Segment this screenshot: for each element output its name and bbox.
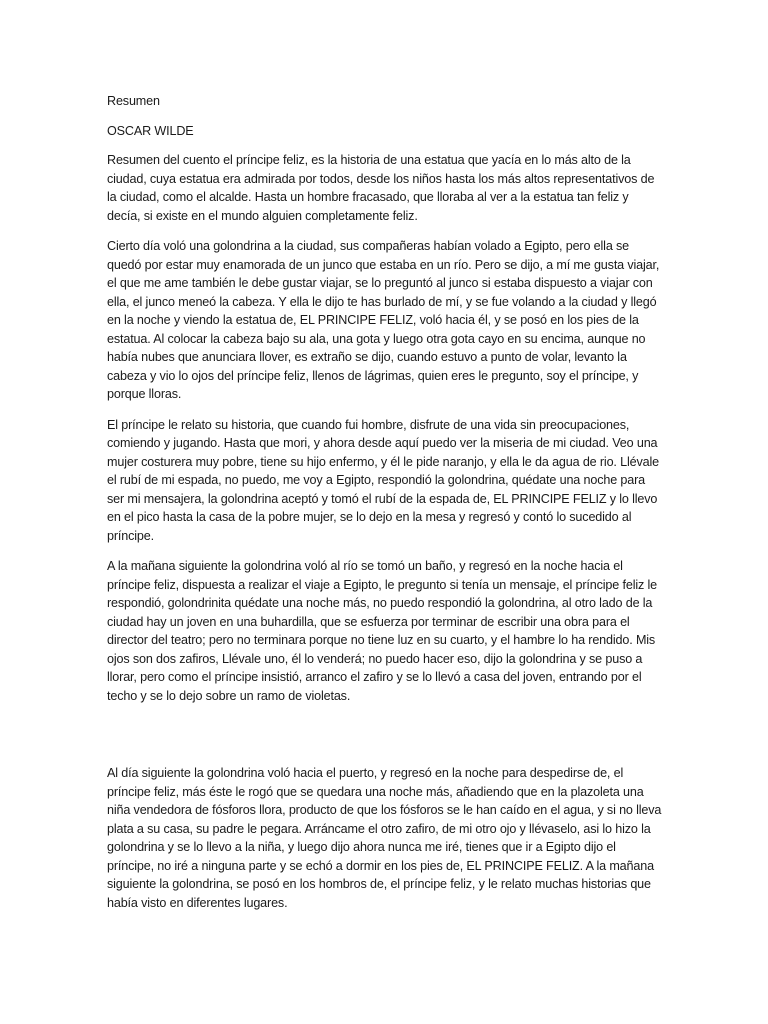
paragraph: Cierto día voló una golondrina a la ciudad, sus compañeras habían volado a Egipto, pero ella se quedó por estar muy enamorada de un junco que estaba en un río. Pero se dijo, a mí me gusta viajar, el que me ame también le debe gustar viajar, se lo preguntó al junco si estaba dispuesto a viajar con ella, el junco meneó la cabeza. Y ella le dijo te has burlado de mí, y se fue volando a la ciudad y llegó en la noche y viendo la estatua de, EL PRINCIPE FELIZ, voló hacia él, y se posó en los pies de la estatua. Al colocar la cabeza bajo su ala, una gota y luego otra gota cayo en su encima, aunque no había nubes que anunciara llover, es extraño se dijo, cuando estuvo a punto de volar, levanto la cabeza y vio lo ojos del príncipe feliz, llenos de lágrimas, quien eres le pregunto, soy el príncipe, y porque lloras.: [107, 239, 660, 401]
paragraph: Al día siguiente la golondrina voló hacia el puerto, y regresó en la noche para despedirse de, el príncipe feliz, más éste le rogó que se quedara una noche más, añadiendo que en la plazoleta una niña vendedora de fósforos llora, producto de que los fósforos se le han caído en el agua, y si no lleva plata a su casa, su padre le pegara. Arráncame el otro zafiro, de mi otro ojo y llévaselo, asi lo hizo la golondrina y se lo llevo a la niña, y luego dijo ahora nunca me iré, tienes que ir a Egipto dijo el príncipe, no iré a ninguna parte y se echó a dormir en los pies de, EL PRINCIPE FELIZ. A la mañana siguiente la golondrina, se posó en los hombros de, el príncipe feliz, y le relato muchas historias que había visto en diferentes lugares.: [107, 766, 662, 910]
document-author: OSCAR WILDE: [107, 123, 194, 138]
paragraph-spacer: [107, 717, 662, 764]
paragraph: A la mañana siguiente la golondrina voló al río se tomó un baño, y regresó en la noche hacia el príncipe feliz, dispuesta a realizar el viaje a Egipto, le pregunto si tenía un mensaje, el príncipe feliz le respondió, golondrinita quédate una noche más, no puedo respondió la golondrina, al otro lado de la ciudad hay un joven en una buhardilla, que se esfuerza por terminar de escribir una obra para el director del teatro; pero no terminara porque no tiene luz en su cuarto, y el hambre lo ha rendido. Mis ojos son dos zafiros, Llévale uno, él lo venderá; no puedo hacer eso, dijo la golondrina y se puso a llorar, pero como el príncipe insistió, arranco el zafiro y se lo llevó a casa del joven, entrando por el techo y se lo dejo sobre un ramo de violetas.: [107, 559, 657, 703]
paragraph: Resumen del cuento el príncipe feliz, es la historia de una estatua que yacía en lo más alto de la ciudad, cuya estatua era admirada por todos, desde los niños hasta los más altos representativos de la ciudad, como el alcalde. Hasta un hombre fracasado, que lloraba al ver a la estatua tan feliz y decía, si existe en el mundo alguien completamente feliz.: [107, 153, 655, 223]
document-heading: Resumen: [107, 94, 160, 108]
document-page: [107, 92, 662, 924]
paragraph: El príncipe le relato su historia, que cuando fui hombre, disfrute de una vida sin preocupaciones, comiendo y jugando. Hasta que mori, y ahora desde aquí puedo ver la miseria de mi ciudad. Veo una mujer costurera muy pobre, tiene su hijo enfermo, y él le pide naranjo, y ella le da agua de rio. Llévale el rubí de mi espada, no puedo, me voy a Egipto, respondió la golondrina, quédate una noche para ser mi mensajera, la golondrina aceptó y tomó el rubí de la espada de, EL PRINCIPE FELIZ y lo llevo en el pico hasta la casa de la pobre mujer, se lo dejo en la mesa y regresó y contó lo sucedido al príncipe.: [107, 417, 659, 543]
